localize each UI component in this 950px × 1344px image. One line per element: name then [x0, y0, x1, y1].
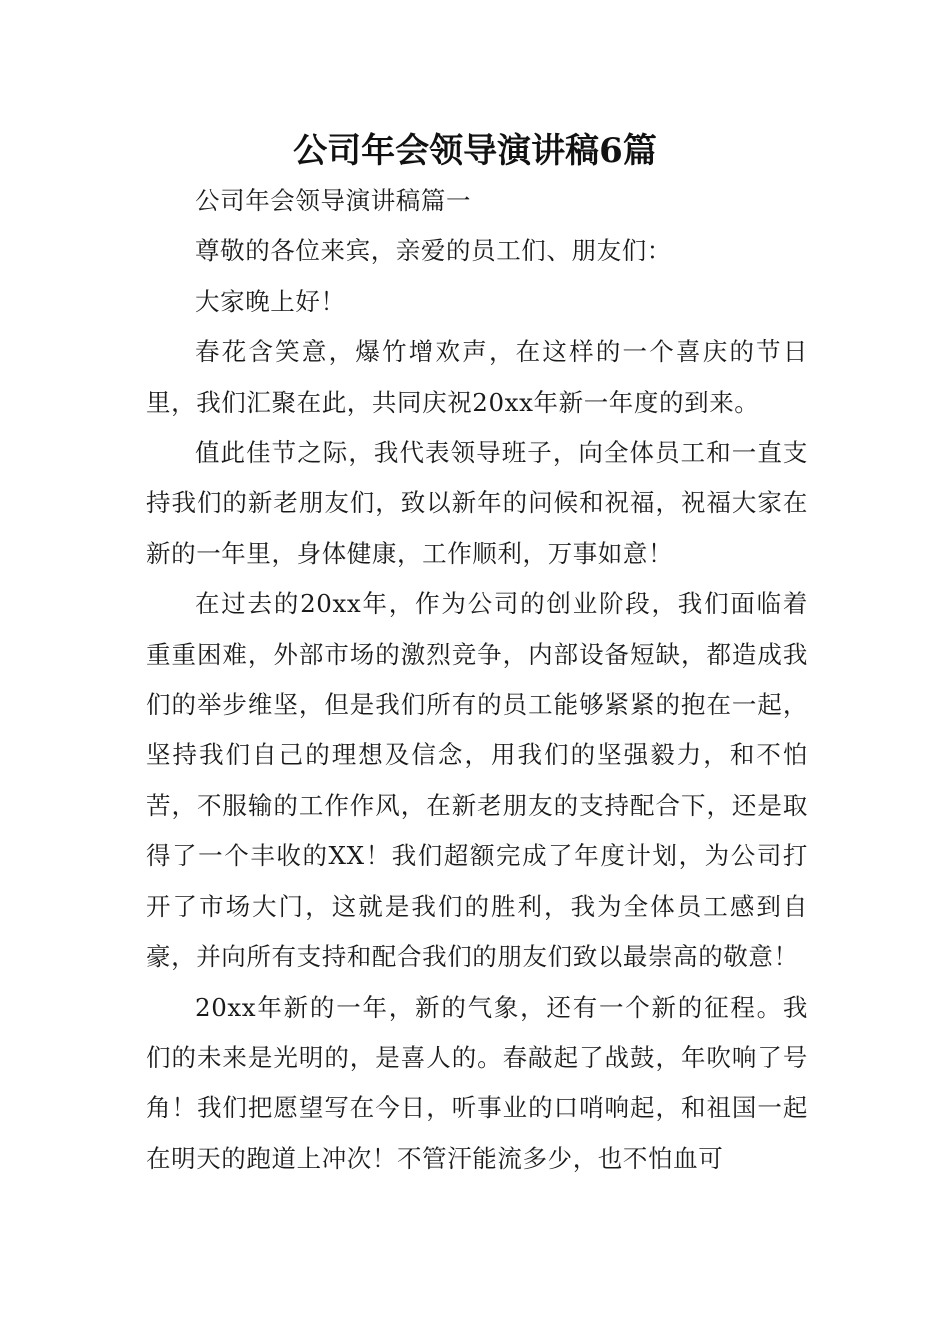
paragraph: 春花含笑意，爆竹增欢声，在这样的一个喜庆的节日里，我们汇聚在此，共同庆祝20xx年新一年度的到来。 — [146, 337, 808, 417]
salutation: 尊敬的各位来宾，亲爱的员工们、朋友们： — [195, 236, 672, 266]
document-body — [146, 176, 808, 1184]
paragraph: 20xx年新的一年，新的气象，还有一个新的征程。我们的未来是光明的，是喜人的。春敲起了战鼓，年吹响了号角！我们把愿望写在今日，听事业的口哨响起，和祖国一起在明天的跑道上冲次！不管汗能流多少，也不怕血可 — [146, 992, 808, 1173]
document-title: 公司年会领导演讲稿6篇 — [293, 131, 657, 171]
greeting: 大家晚上好！ — [195, 286, 346, 316]
paragraph: 值此佳节之际，我代表领导班子，向全体员工和一直支持我们的新老朋友们，致以新年的问候和祝福，祝福大家在新的一年里，身体健康，工作顺利，万事如意！ — [146, 438, 808, 568]
paragraph: 在过去的20xx年，作为公司的创业阶段，我们面临着重重困难，外部市场的激烈竞争，内部设备短缺，都造成我们的举步维坚，但是我们所有的员工能够紧紧的抱在一起，坚持我们自己的理想及信念，用我们的坚强毅力，和不怕苦，不服输的工作作风，在新老朋友的支持配合下，还是取得了一个丰收的XX！我们超额完成了年度计划，为公司打开了市场大门，这就是我们的胜利，我为全体员工感到自豪，并向所有支持和配合我们的朋友们致以最崇高的敬意！ — [146, 589, 808, 972]
section-heading: 公司年会领导演讲稿篇一 — [195, 186, 472, 215]
